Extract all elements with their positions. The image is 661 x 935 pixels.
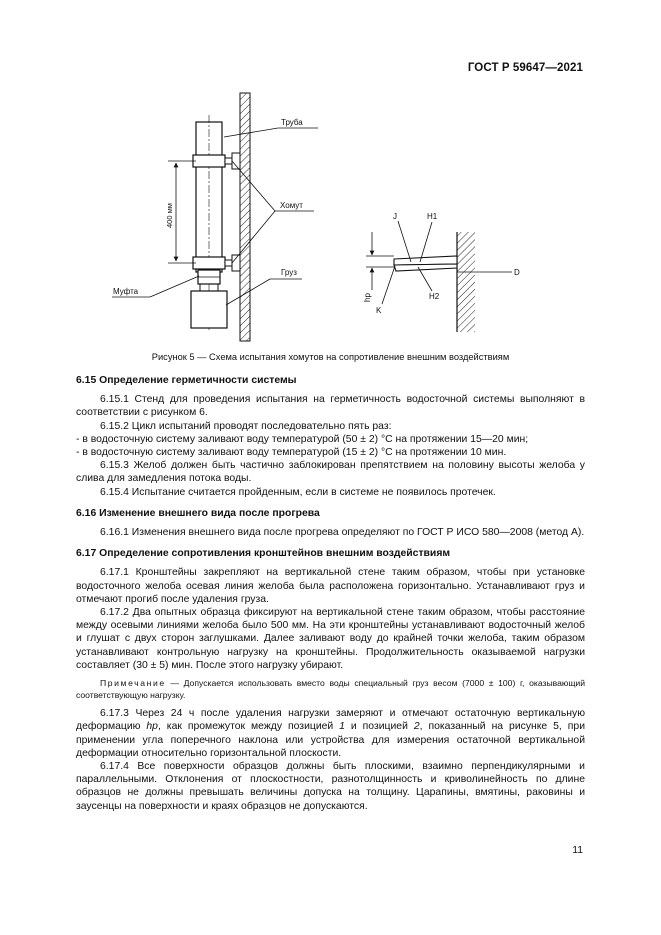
dimension-label: 400 мм [165, 203, 174, 228]
page-number: 11 [572, 845, 583, 856]
paragraph-6-15-1: 6.15.1 Стенд для проведения испытания на герметичность водосточной системы выполняют в соответствии с рисунком 6. [76, 394, 585, 419]
label-d: D [514, 268, 520, 277]
wall-right [457, 232, 475, 332]
note-label: Примечание [100, 678, 166, 689]
section-6-17-title: 6.17 Определение сопротивления кронштейнов внешним воздействиям [76, 548, 451, 560]
list-item: - в водосточную систему заливают воду температурой (50 ± 2) °C на протяжении 15—20 мин; [76, 433, 529, 445]
label-pipe: Труба [281, 118, 303, 127]
note [76, 678, 585, 701]
position-1: 1 [339, 721, 345, 733]
body-text [76, 374, 585, 813]
paragraph-6-17-2: 6.17.2 Два опытных образца фиксируют на вертикальной стене таким образом, чтобы расстояние между осевыми линиями желоба было 500 мм. На эти кронштейны устанавливают водосточный желоб и глушат с двух сторон заглушками. Далее заливают воду до крайней точки желоба, таким образом устанавливают контрольную нагрузку на кронштейны. Продолжительность оказываемой нагрузки составляет (30 ± 5) мин. После этого нагрузку убирают. [76, 607, 585, 671]
figure-caption: Рисунок 5 — Схема испытания хомутов на сопротивление внешним воздействиям [151, 352, 510, 362]
figure-5-drawing [0, 80, 661, 350]
text-run: , как промежуток между позицией [157, 721, 340, 733]
list-item: - в водосточную систему заливают воду температурой (15 ± 2) °C на протяжении 10 мин. [76, 447, 507, 459]
label-hp: hp [363, 293, 372, 302]
label-coupling: Муфта [113, 287, 139, 296]
note-text: — Допускается использовать вместо воды специальный груз весом (7000 ± 100) г, оказывающий соответствующую нагрузку. [76, 678, 585, 700]
left-drawing [112, 93, 318, 341]
right-drawing [363, 212, 520, 332]
paragraph-6-16-1: 6.16.1 Изменения внешнего вида после прогрева определяют по ГОСТ Р ИСО 580—2008 (метод А). [100, 527, 585, 539]
paragraph-6-15-2: 6.15.2 Цикл испытаний проводят последовательно пять раз: [100, 420, 392, 432]
paragraph-6-15-3: 6.15.3 Желоб должен быть частично заблокирован препятствием на половину высоты желоба у слива для замедления потока воды. [76, 460, 585, 485]
upper-clamp [193, 155, 225, 167]
label-clamp: Хомут [280, 201, 303, 210]
wall [240, 93, 250, 341]
weight [191, 291, 227, 328]
label-weight: Груз [281, 268, 297, 277]
label-k: K [376, 306, 382, 315]
lower-bracket [232, 255, 240, 271]
lower-clamp [193, 257, 225, 269]
section-6-15-title: 6.15 Определение герметичности системы [76, 375, 297, 386]
text-run: 6.17.3 Через 24 ч после удаления нагрузки замеряют и отмечают остаточную вертикальную деформацию [76, 708, 585, 733]
paragraph-6-17-1: 6.17.1 Кронштейны закрепляют на вертикальной стене таким образом, чтобы при установке водосточного желоба осевая линия желоба была расположена горизонтально. Устанавливают груз и отмечают прогиб после удаления груза. [76, 567, 585, 605]
label-h1: H1 [427, 212, 438, 221]
position-2: 2 [413, 721, 420, 733]
section-6-16-title: 6.16 Изменение внешнего вида после прогрева [76, 507, 320, 519]
label-h2: H2 [429, 292, 440, 301]
label-j: J [393, 212, 397, 221]
bracket-deformed [394, 264, 457, 271]
text-run: , показанный на рисунке 5, при применении угла поперечного наклона или устройства для измерения остаточной вертикальной деформации относительно горизонтальной плоскости. [76, 721, 585, 759]
hp-term: hp [146, 721, 158, 733]
paragraph-6-17-4: 6.17.4 Все поверхности образцов должны быть плоскими, взаимно перпендикулярными и параллельными. Отклонения от плоскостности, разнотолщинность и криволинейность по длине образцов не должны превышать величины допуска на толщину. Царапины, вмятины, раковины и заусенцы на поверхности и краях образцов не допускаются. [76, 761, 585, 812]
paragraph-6-15-4: 6.15.4 Испытание считается пройденным, если в системе не появилось протечек. [100, 486, 496, 498]
document-code: ГОСТ Р 59647—2021 [467, 62, 583, 74]
text-run: и позицией [344, 721, 414, 733]
upper-bracket [232, 153, 240, 169]
paragraph-6-17-3 [76, 707, 585, 760]
